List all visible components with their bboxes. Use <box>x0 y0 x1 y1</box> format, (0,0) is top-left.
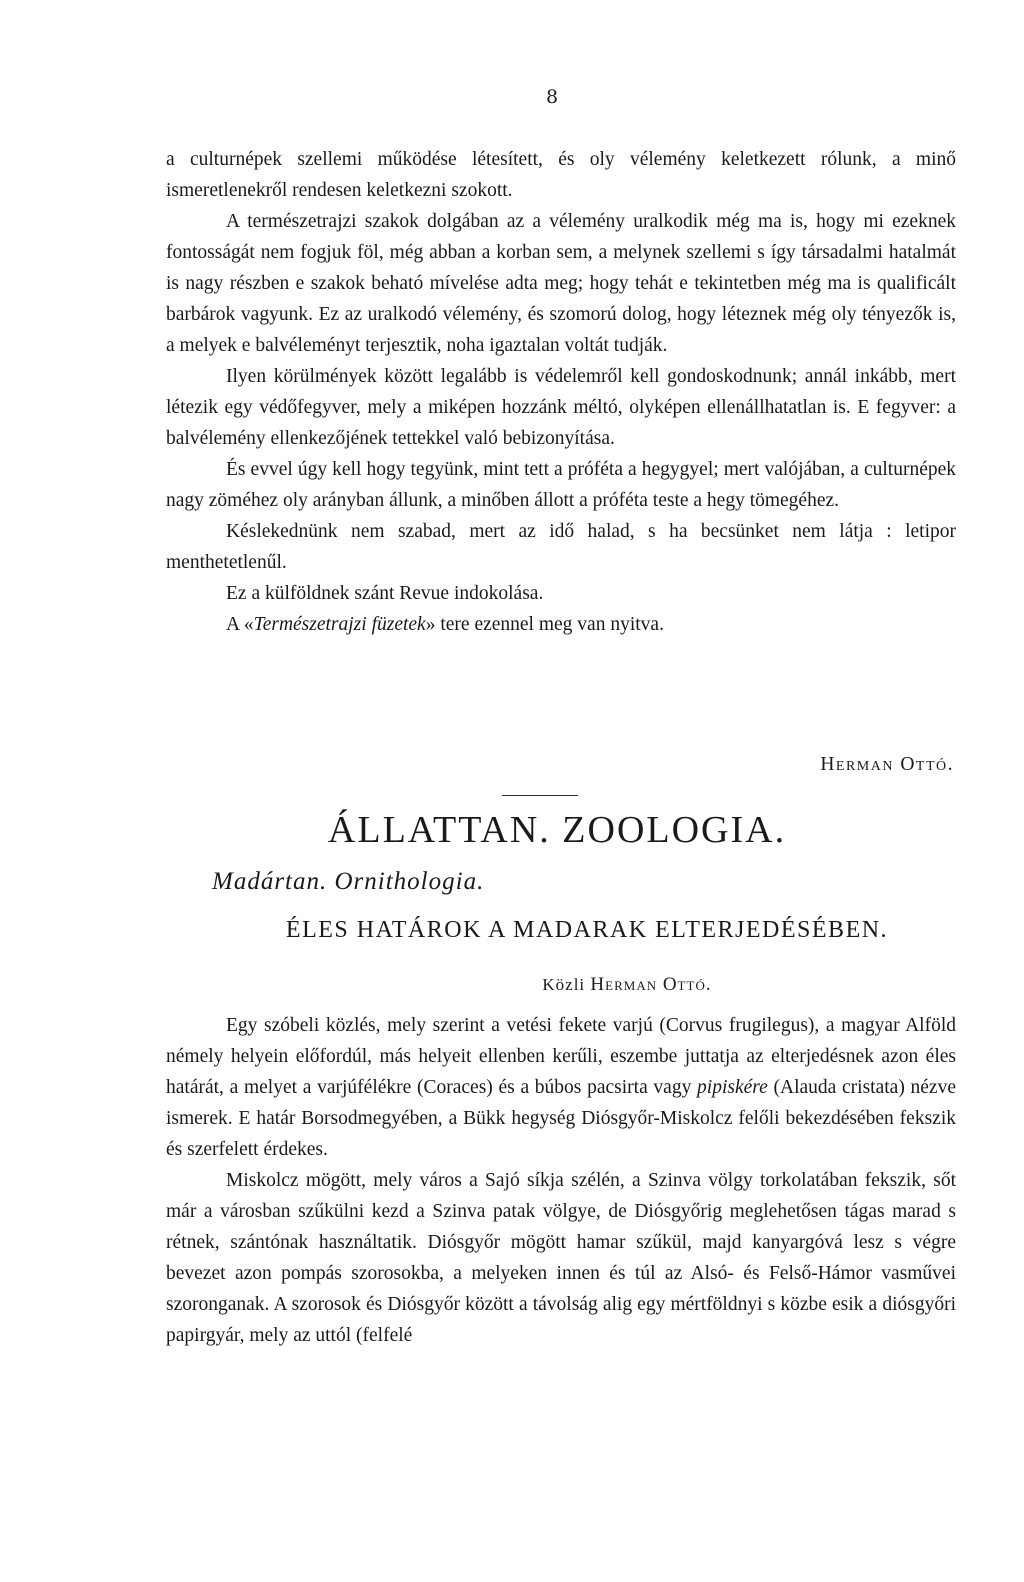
paragraph: Ez a külföldnek szánt Revue indokolása. <box>226 583 544 604</box>
article-title: ÉLES HATÁROK A MADARAK ELTERJEDÉSÉBEN. <box>285 917 889 943</box>
page-number: 8 <box>545 86 559 108</box>
byline: Közli Herman Ottó. <box>542 974 712 995</box>
paragraph: És evvel úgy kell hogy tegyünk, mint tett a próféta a hegygyel; mert valójában, a culturnépek nagy zöméhez oly arányban állunk, a minőben állott a próféta teste a hegy tömegéhez. <box>166 459 956 511</box>
intro-text-block <box>166 144 956 640</box>
paragraph: A természetrajzi szakok dolgában az a vélemény uralkodik még ma is, hogy mi ezeknek fontosságát nem fogjuk föl, még abban a korban sem, a melynek szellemi s így társadalmi hatalmát is nagy részben e szakok beható mívelése adta meg; hogy tehát e tekintetben még ma is qualificált barbárok vagyunk. Ez az uralkodó vélemény, és szomorú dolog, hogy léteznek még oly tényezők is, a melyek e balvéleményt terjesztik, noha igaztalan voltát tudják. <box>166 211 956 356</box>
paragraph: Késlekednünk nem szabad, mert az idő halad, s ha becsünket nem látja : letipor menthetetlenűl. <box>166 521 956 573</box>
signature: Herman Ottó. <box>820 754 954 775</box>
divider <box>502 795 578 796</box>
paragraph-closing: A «Természetrajzi füzetek» tere ezennel meg van nyitva. <box>226 614 664 635</box>
paragraph: a culturnépek szellemi működése létesített, és oly vélemény keletkezett rólunk, a minő ismeretlenekről rendesen keletkezni szokott. <box>166 149 956 201</box>
paragraph: Egy szóbeli közlés, mely szerint a vetési fekete varjú (Corvus frugilegus), a magyar Alföld némely helyein előfordúl, más helyeit ellenben kerűli, eszembe juttatja az elterjedésnek azon éles határát, a melyet a varjúfélékre (Coraces) és a búbos pacsirta vagy pipiskére (Alauda cristata) nézve ismerek. E határ Borsodmegyében, a Bükk hegység Diósgyőr-Miskolcz felőli bekezdésében fekszik és szerfelett érdekes. <box>166 1015 956 1160</box>
journal-title: Természetrajzi füzetek <box>253 614 426 635</box>
author-name: Herman Ottó. <box>590 974 712 995</box>
section-title: ÁLLATTAN. ZOOLOGIA. <box>327 809 787 851</box>
paragraph: Miskolcz mögött, mely város a Sajó síkja szélén, a Szinva völgy torkolatában fekszik, sőt már a városban szűkülni kezd a Szinva patak völgye, de Diósgyőrig meglehetősen tágas marad s rétnek, szántónak használtatik. Diósgyőr mögött hamar szűkül, majd kanyargóvá lesz s végre bevezet azon pompás szorosokba, a melyeken innen és túl az Alsó- és Felső-Hámor vasművei szoronganak. A szorosok és Diósgyőr között a távolság alig egy mértföldnyi s közbe esik a diósgyőri papirgyár, mely az uttól (felfelé <box>166 1170 956 1346</box>
paragraph: Ilyen körülmények között legalább is védelemről kell gondoskodnunk; annál inkább, mert létezik egy védőfegyver, mely a miképen hozzánk méltó, olyképen ellenállhatatlan is. E fegyver: a balvélemény ellenkezőjének tettekkel való bebizonyítása. <box>166 366 956 449</box>
article-text-block <box>166 1010 956 1351</box>
subsection-title: Madártan. Ornithologia. <box>212 868 485 895</box>
